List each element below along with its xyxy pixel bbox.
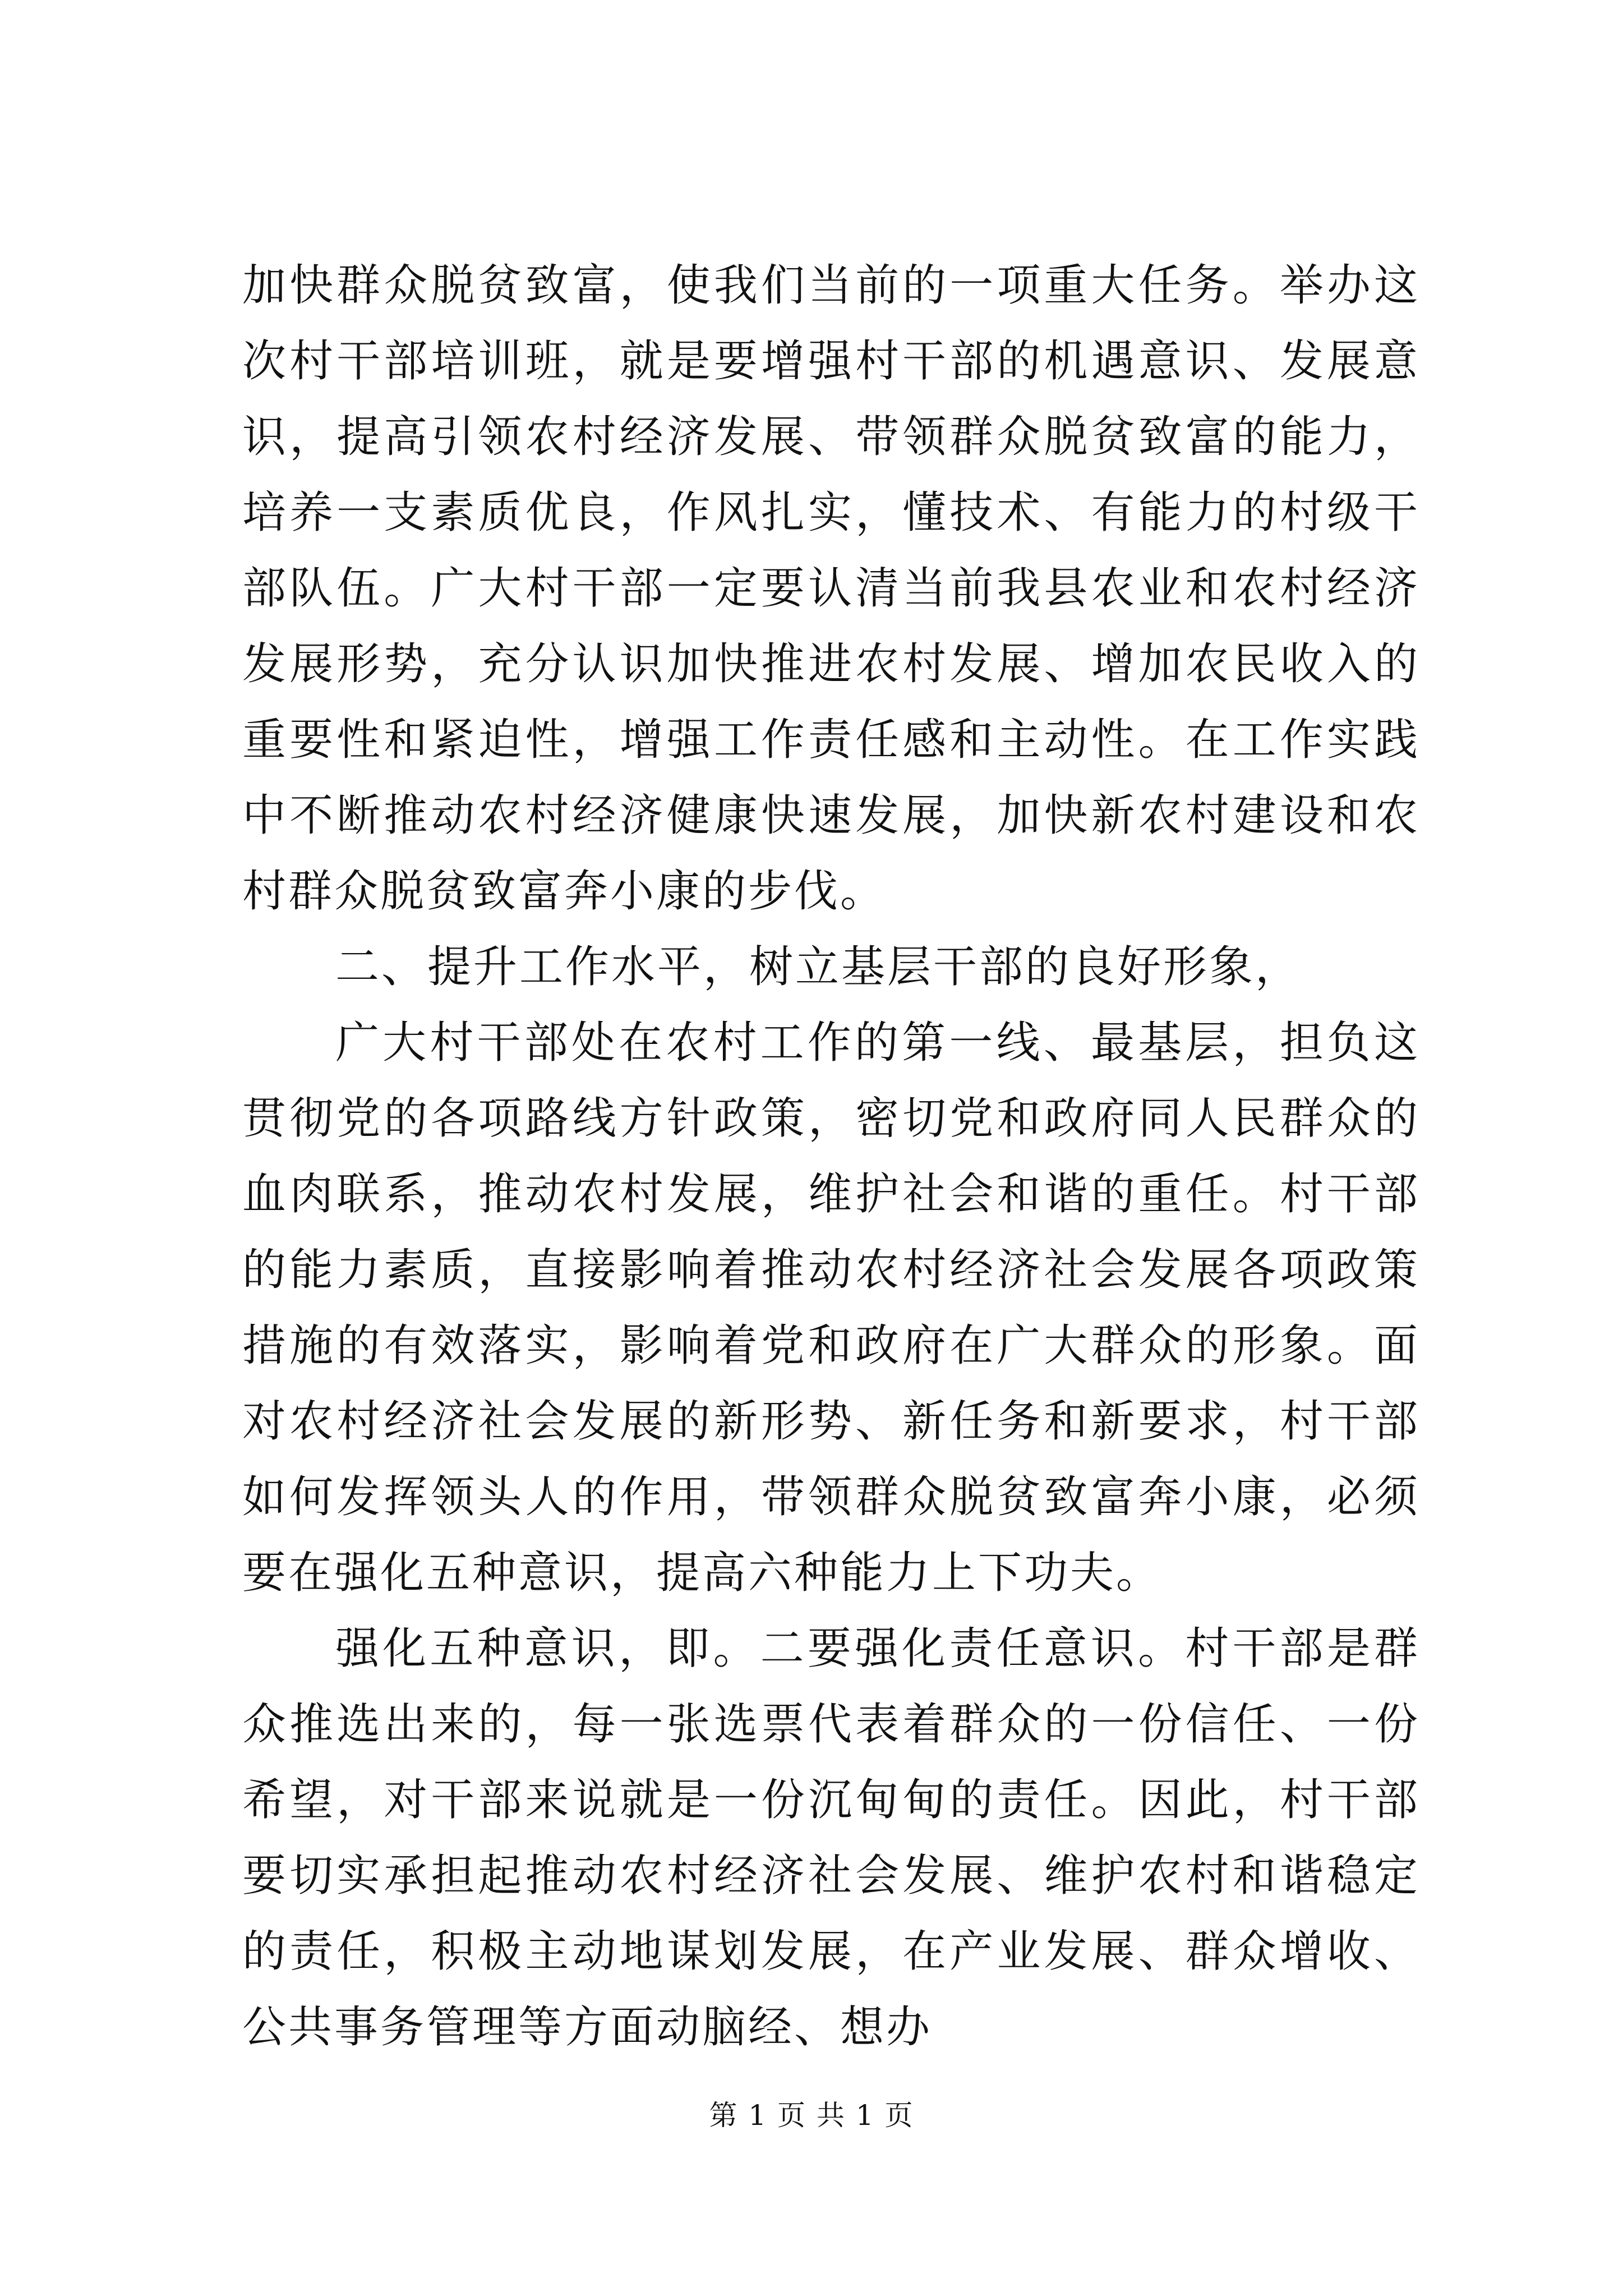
document-body [242, 248, 1420, 2065]
paragraph-3: 广大村干部处在农村工作的第一线、最基层，担负这贯彻党的各项路线方针政策，密切党和政府同人民群众的血肉联系，推动农村发展，维护社会和谐的重任。村干部的能力素质，直接影响着推动农村经济社会发展各项政策措施的有效落实，影响着党和政府在广大群众的形象。面对农村经济社会发展的新形势、新任务和新要求，村干部如何发挥领头人的作用，带领群众脱贫致富奔小康，必须要在强化五种意识，提高六种能力上下功夫。 [242, 1018, 1420, 1598]
section-heading-2: 二、提升工作水平，树立基层干部的良好形象， [335, 942, 1302, 992]
page-footer: 第 1 页 共 1 页 [709, 2099, 914, 2132]
paragraph-1: 加快群众脱贫致富，使我们当前的一项重大任务。举办这次村干部培训班，就是要增强村干部的机遇意识、发展意识，提高引领农村经济发展、带领群众脱贫致富的能力，培养一支素质优良，作风扎实，懂技术、有能力的村级干部队伍。广大村干部一定要认清当前我县农业和农村经济发展形势，充分认识加快推进农村发展、增加农民收入的重要性和紧迫性，增强工作责任感和主动性。在工作实践中不断推动农村经济健康快速发展，加快新农村建设和农村群众脱贫致富奔小康的步伐。 [242, 260, 1420, 917]
paragraph-4: 强化五种意识，即。二要强化责任意识。村干部是群众推选出来的，每一张选票代表着群众的一份信任、一份希望，对干部来说就是一份沉甸甸的责任。因此，村干部要切实承担起推动农村经济社会发展、维护农村和谐稳定的责任，积极主动地谋划发展，在产业发展、群众增收、公共事务管理等方面动脑经、想办 [242, 1623, 1420, 2053]
